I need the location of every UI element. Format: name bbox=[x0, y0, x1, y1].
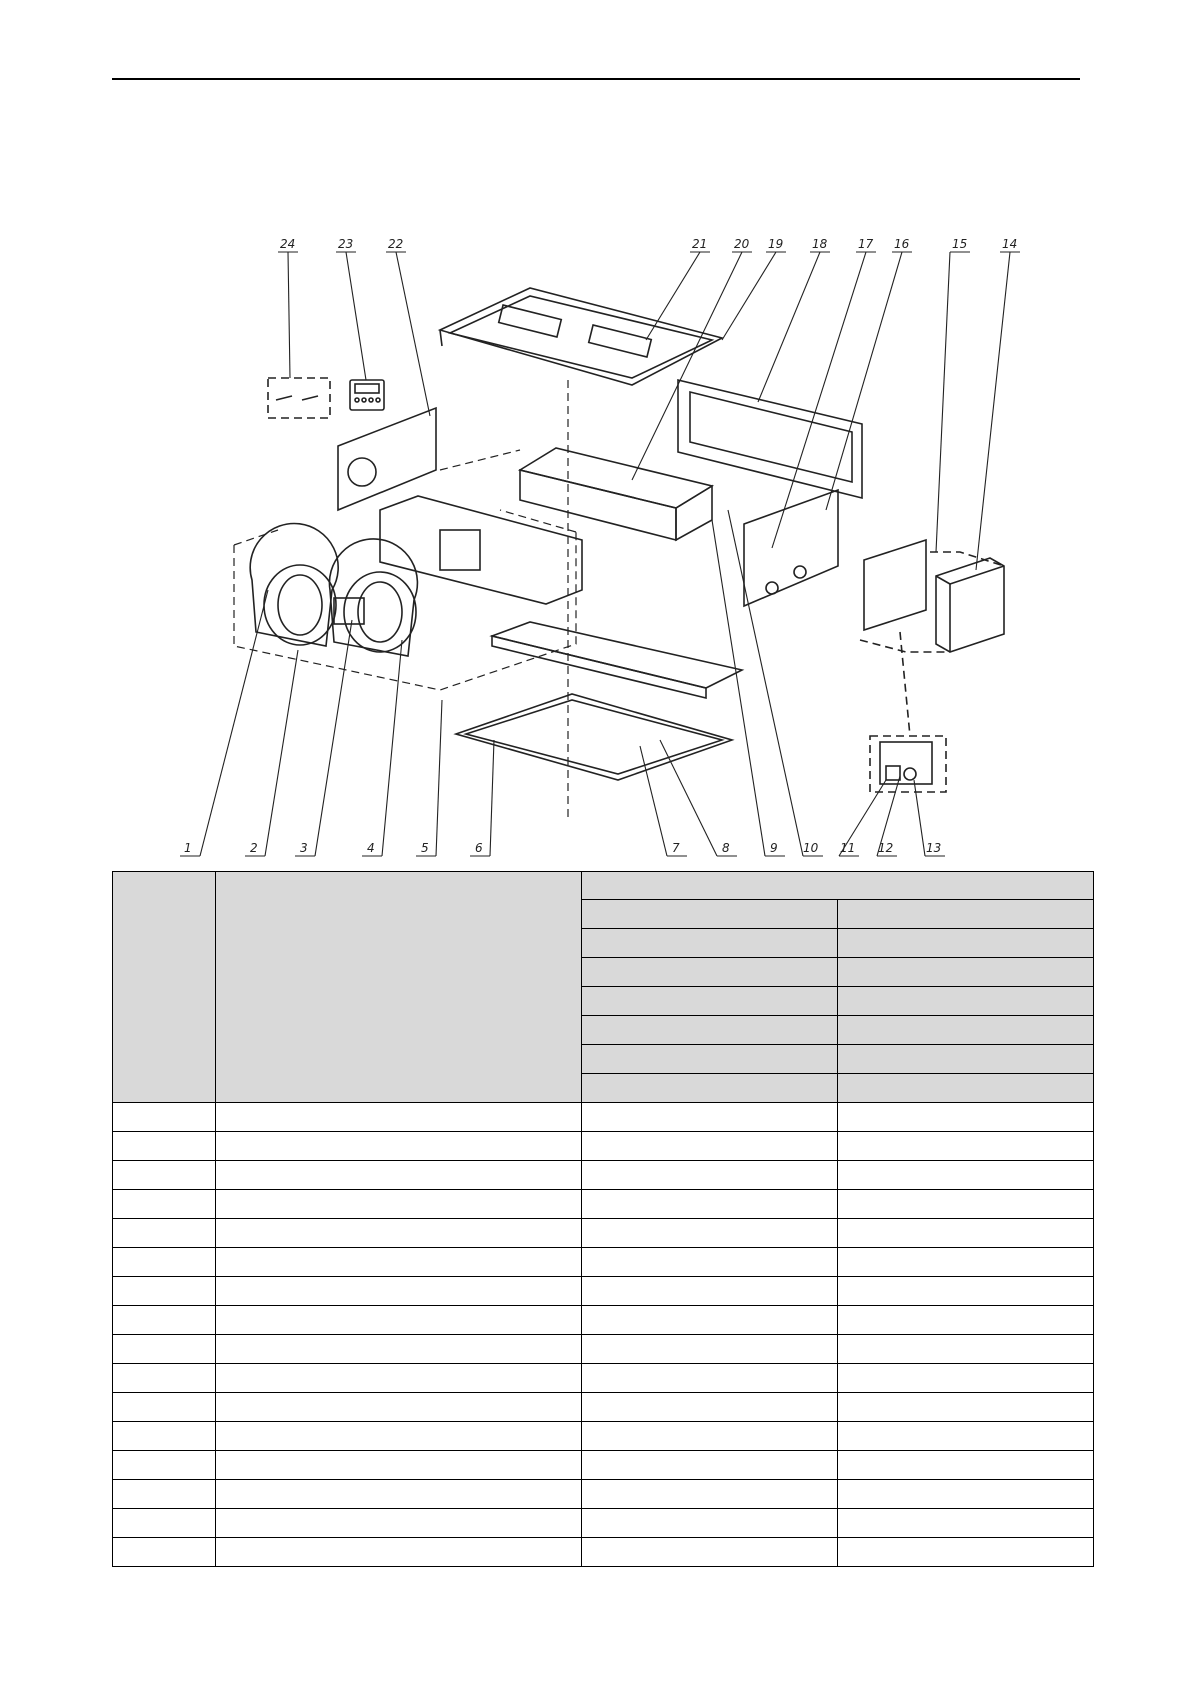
callout-8: 8 bbox=[722, 841, 730, 855]
table-cell bbox=[216, 1335, 582, 1364]
table-cell bbox=[582, 1248, 838, 1277]
callout-4: 4 bbox=[367, 841, 375, 855]
header-row-a bbox=[582, 1016, 838, 1045]
header-model-b bbox=[838, 900, 1094, 929]
header-row-b bbox=[838, 1045, 1094, 1074]
header-row-a bbox=[582, 1074, 838, 1103]
table-row bbox=[113, 1306, 1094, 1335]
table-cell bbox=[113, 1335, 216, 1364]
callout-14: 14 bbox=[1002, 237, 1018, 251]
callout-6: 6 bbox=[475, 841, 483, 855]
header-description-cell bbox=[216, 872, 582, 1103]
table-row bbox=[113, 1393, 1094, 1422]
callout-11: 11 bbox=[840, 841, 856, 855]
callout-20: 20 bbox=[734, 237, 750, 251]
table-cell bbox=[216, 1364, 582, 1393]
callout-24: 24 bbox=[280, 237, 296, 251]
table-cell bbox=[838, 1219, 1094, 1248]
accessory-box bbox=[268, 378, 330, 418]
callout-18: 18 bbox=[812, 237, 828, 251]
callout-17: 17 bbox=[858, 237, 874, 251]
table-row bbox=[113, 1219, 1094, 1248]
table-cell bbox=[216, 1248, 582, 1277]
table-cell bbox=[838, 1364, 1094, 1393]
table-cell bbox=[216, 1277, 582, 1306]
table-cell bbox=[838, 1103, 1094, 1132]
table-cell bbox=[838, 1422, 1094, 1451]
table-row bbox=[113, 1451, 1094, 1480]
header-no-cell bbox=[113, 872, 216, 1103]
table-row bbox=[113, 1132, 1094, 1161]
table-cell bbox=[582, 1538, 838, 1567]
callout-5: 5 bbox=[421, 841, 429, 855]
callout-10: 10 bbox=[803, 841, 819, 855]
header-row-a bbox=[582, 987, 838, 1016]
table-cell bbox=[838, 1393, 1094, 1422]
table-cell bbox=[113, 1190, 216, 1219]
header-code-b bbox=[838, 929, 1094, 958]
table-cell bbox=[582, 1509, 838, 1538]
control-box-dashed bbox=[860, 552, 1004, 652]
table-cell bbox=[216, 1161, 582, 1190]
table-cell bbox=[838, 1335, 1094, 1364]
table-cell bbox=[113, 1422, 216, 1451]
table-row bbox=[113, 1277, 1094, 1306]
table-row bbox=[113, 1190, 1094, 1219]
table-cell bbox=[216, 1103, 582, 1132]
callout-leaders-top bbox=[278, 252, 1020, 570]
table-row bbox=[113, 1364, 1094, 1393]
callout-19: 19 bbox=[768, 237, 784, 251]
table-row bbox=[113, 1480, 1094, 1509]
table-cell bbox=[113, 1480, 216, 1509]
table-cell bbox=[582, 1190, 838, 1219]
top-cover-plate bbox=[440, 288, 722, 385]
table-cell bbox=[216, 1306, 582, 1335]
table-cell bbox=[113, 1393, 216, 1422]
table-cell bbox=[838, 1509, 1094, 1538]
header-row-b bbox=[838, 958, 1094, 987]
blower-assembly bbox=[250, 524, 417, 656]
header-row-b bbox=[838, 987, 1094, 1016]
table-cell bbox=[838, 1277, 1094, 1306]
callout-16: 16 bbox=[894, 237, 910, 251]
table-row bbox=[113, 1422, 1094, 1451]
table-cell bbox=[216, 1219, 582, 1248]
callout-9: 9 bbox=[770, 841, 778, 855]
table-row bbox=[113, 1103, 1094, 1132]
table-cell bbox=[582, 1451, 838, 1480]
table-cell bbox=[216, 1393, 582, 1422]
table-cell bbox=[582, 1103, 838, 1132]
table-cell bbox=[582, 1219, 838, 1248]
callout-3: 3 bbox=[300, 841, 308, 855]
table-cell bbox=[113, 1132, 216, 1161]
callout-12: 12 bbox=[878, 841, 894, 855]
table-cell bbox=[113, 1306, 216, 1335]
table-cell bbox=[838, 1190, 1094, 1219]
header-row-a bbox=[582, 1045, 838, 1074]
table-cell bbox=[113, 1538, 216, 1567]
callout-22: 22 bbox=[388, 237, 404, 251]
callout-7: 7 bbox=[672, 841, 680, 855]
table-cell bbox=[113, 1219, 216, 1248]
table-cell bbox=[582, 1132, 838, 1161]
table-row bbox=[113, 1335, 1094, 1364]
header-row-b bbox=[838, 1074, 1094, 1103]
table-cell bbox=[113, 1161, 216, 1190]
parts-table bbox=[112, 871, 1094, 1567]
table-row bbox=[113, 1248, 1094, 1277]
control-box bbox=[864, 540, 1004, 652]
callout-leaders bbox=[180, 510, 945, 856]
table-cell bbox=[582, 1480, 838, 1509]
table-cell bbox=[582, 1277, 838, 1306]
callout-23: 23 bbox=[338, 237, 354, 251]
table-cell bbox=[582, 1364, 838, 1393]
accessory-screws bbox=[276, 396, 318, 400]
table-cell bbox=[582, 1306, 838, 1335]
table-cell bbox=[838, 1306, 1094, 1335]
header-model-a bbox=[582, 900, 838, 929]
table-row bbox=[113, 1538, 1094, 1567]
callout-13: 13 bbox=[926, 841, 942, 855]
table-cell bbox=[838, 1132, 1094, 1161]
table-cell bbox=[216, 1451, 582, 1480]
parts-table-header bbox=[113, 872, 1094, 1103]
table-cell bbox=[838, 1451, 1094, 1480]
table-cell bbox=[216, 1132, 582, 1161]
table-cell bbox=[113, 1277, 216, 1306]
table-cell bbox=[216, 1422, 582, 1451]
parts-table-body bbox=[113, 1103, 1094, 1567]
table-row bbox=[113, 1509, 1094, 1538]
table-cell bbox=[838, 1161, 1094, 1190]
table-cell bbox=[216, 1480, 582, 1509]
callout-15: 15 bbox=[952, 237, 968, 251]
table-cell bbox=[113, 1364, 216, 1393]
header-code-a bbox=[582, 929, 838, 958]
callout-21: 21 bbox=[692, 237, 708, 251]
table-cell bbox=[582, 1422, 838, 1451]
table-cell bbox=[113, 1248, 216, 1277]
wired-controller bbox=[350, 380, 384, 410]
header-row-a bbox=[582, 958, 838, 987]
table-cell bbox=[582, 1335, 838, 1364]
table-cell bbox=[113, 1509, 216, 1538]
table-cell bbox=[113, 1103, 216, 1132]
table-cell bbox=[582, 1393, 838, 1422]
table-cell bbox=[216, 1538, 582, 1567]
evaporator-coil bbox=[520, 448, 712, 540]
table-cell bbox=[216, 1190, 582, 1219]
left-side-plate bbox=[338, 408, 436, 510]
table-cell bbox=[838, 1480, 1094, 1509]
header-models-cell bbox=[582, 872, 1094, 900]
callout-1: 1 bbox=[184, 841, 192, 855]
table-row bbox=[113, 1161, 1094, 1190]
callout-numbers bbox=[184, 237, 1017, 855]
table-cell bbox=[838, 1538, 1094, 1567]
bottom-plate bbox=[456, 694, 732, 780]
table-cell bbox=[582, 1161, 838, 1190]
table-cell bbox=[216, 1509, 582, 1538]
header-row-b bbox=[838, 1016, 1094, 1045]
right-side-plate bbox=[744, 490, 838, 606]
terminal-block bbox=[880, 742, 932, 784]
fan-frame bbox=[380, 496, 582, 604]
callout-2: 2 bbox=[250, 841, 258, 855]
table-cell bbox=[838, 1248, 1094, 1277]
table-cell bbox=[113, 1451, 216, 1480]
